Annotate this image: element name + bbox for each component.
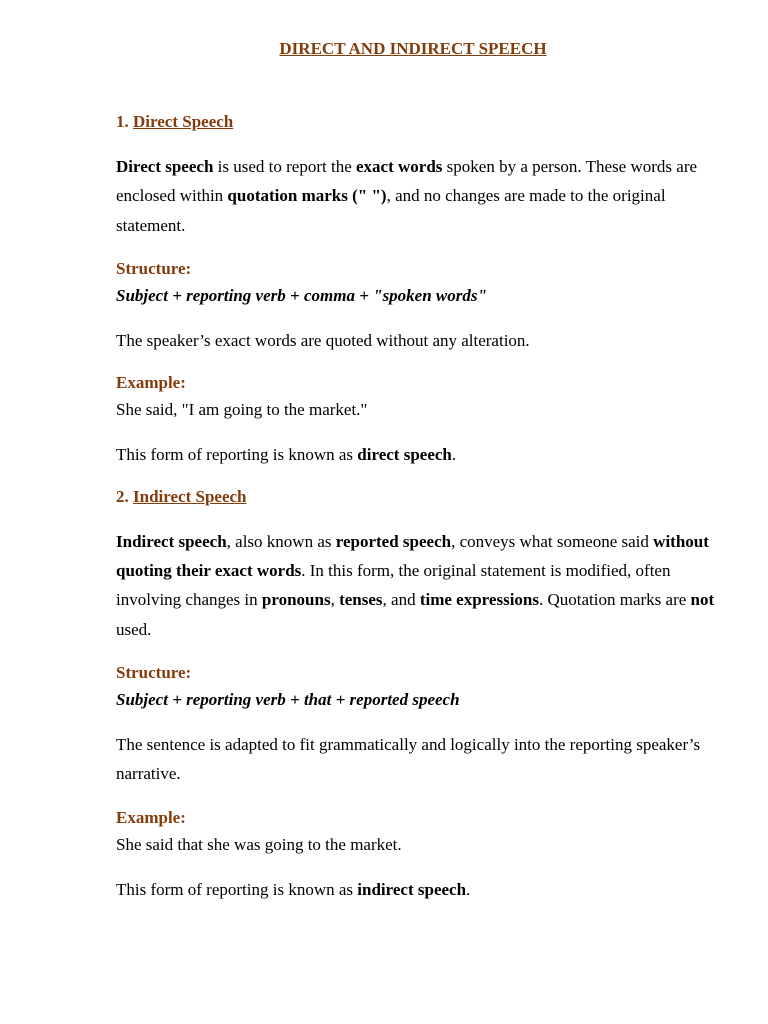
summary-text: This form of reporting is known as direct speech. — [116, 444, 457, 464]
definition-paragraph: Direct speech is used to report the exact words spoken by a person. These words are enclosed within quotation marks (" "), and no changes are made to the original statement. — [116, 157, 698, 235]
structure-label: Structure: — [116, 258, 192, 278]
emphasis-text: pronouns — [261, 590, 331, 610]
section-heading — [116, 485, 716, 509]
example-label: Example: — [116, 807, 186, 827]
emphasis-text: not — [690, 590, 715, 610]
emphasis-text: without quoting their exact words — [116, 531, 709, 581]
structure-label: Structure: — [116, 663, 192, 683]
section-heading-text: Direct Speech — [133, 112, 234, 131]
definition-paragraph: Indirect speech, also known as reported speech, conveys what someone said without quoting their exact words. In this form, the original statement is modified, often involving changes in pronouns, tenses, and time expressions. Quotation marks are not used. — [116, 531, 715, 639]
example-label: Example: — [116, 372, 186, 392]
emphasis-text: time expressions — [419, 590, 539, 610]
emphasis-text: tenses — [339, 590, 383, 610]
section-direct-speech — [116, 110, 716, 469]
document-body — [116, 110, 716, 904]
document-title: DIRECT AND INDIRECT SPEECH — [279, 39, 547, 58]
emphasis-text: exact words — [356, 157, 443, 176]
section-heading-text: Indirect Speech — [133, 486, 247, 506]
section-indirect-speech — [116, 485, 716, 904]
emphasis-text: quotation marks (" ") — [227, 186, 387, 206]
emphasis-text: Direct speech — [116, 157, 214, 176]
structure-formula: Subject + reporting verb + that + reported speech — [116, 690, 460, 710]
section-number: 2. — [116, 486, 129, 506]
example-text: She said, "I am going to the market." — [116, 399, 368, 419]
section-number: 1. — [116, 112, 129, 131]
example-text: She said that she was going to the market. — [116, 834, 402, 854]
emphasis-text: reported speech — [335, 531, 452, 551]
emphasis-text: indirect speech — [357, 879, 467, 899]
explanation-text: The sentence is adapted to fit grammatically and logically into the reporting speaker’s narrative. — [116, 735, 701, 784]
emphasis-text: direct speech — [357, 444, 452, 464]
section-heading — [116, 110, 716, 134]
structure-formula: Subject + reporting verb + comma + "spoken words" — [116, 285, 487, 305]
explanation-text: The speaker’s exact words are quoted without any alteration. — [116, 330, 530, 350]
emphasis-text: Indirect speech — [116, 531, 227, 551]
summary-text: This form of reporting is known as indirect speech. — [116, 879, 471, 899]
